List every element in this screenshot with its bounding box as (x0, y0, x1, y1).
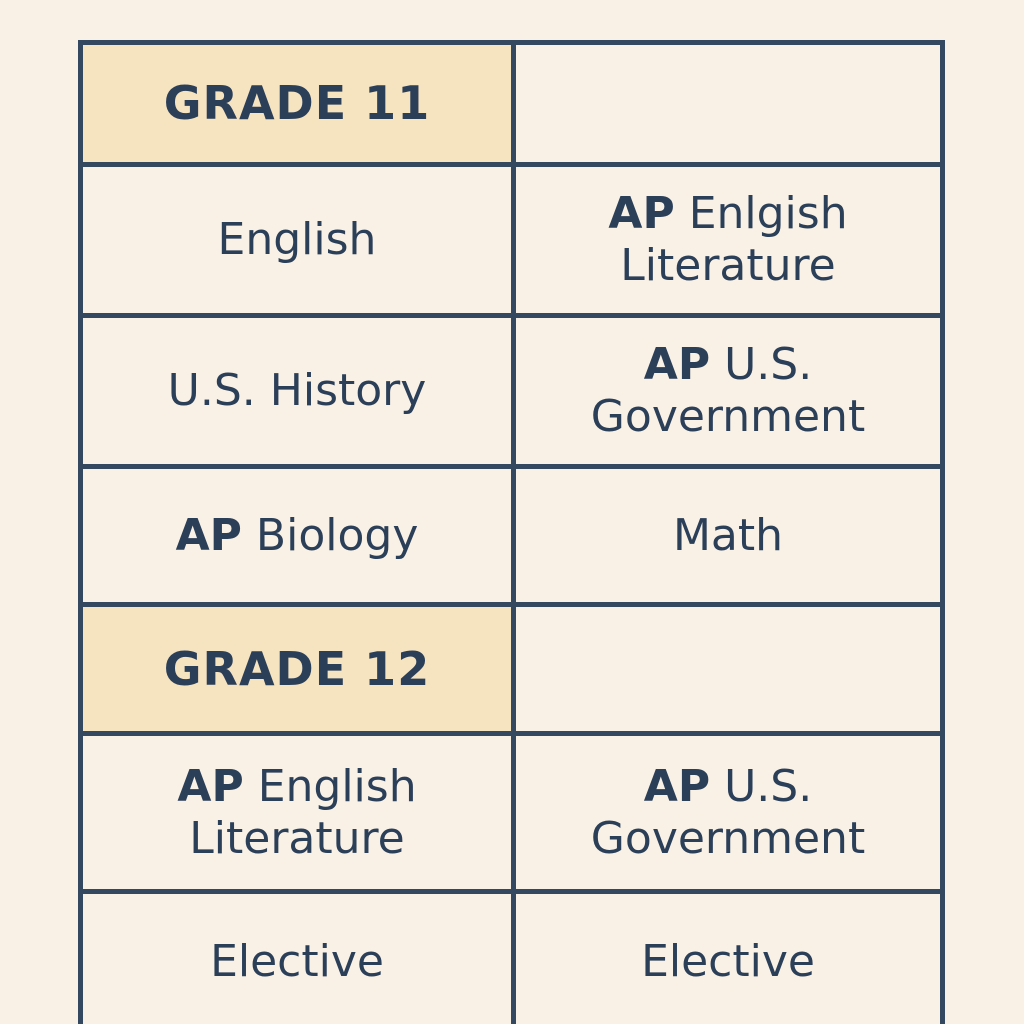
grade-12-header-cell (83, 607, 516, 736)
course-name: English (217, 214, 377, 266)
course-name-line-2: Literature (189, 812, 405, 864)
course-name: U.S. (724, 339, 813, 391)
table-row (83, 736, 940, 894)
grade-11-label: GRADE 11 (163, 76, 431, 131)
course-name-line-1 (644, 761, 812, 813)
course-cell (516, 469, 940, 607)
course-name: Elective (210, 935, 384, 987)
ap-prefix: AP (608, 188, 675, 240)
course-name-line-2: Literature (620, 240, 836, 291)
table-row (83, 318, 940, 469)
ap-prefix: AP (643, 339, 711, 391)
course-name: U.S. History (167, 365, 427, 417)
course-name-line-2: Government (590, 812, 866, 864)
grade-11-header-cell (83, 45, 516, 167)
course-name: U.S. (724, 760, 813, 812)
course-table (78, 40, 945, 1024)
course-name: English (257, 760, 417, 812)
course-name-line-1 (177, 761, 416, 813)
course-name-line-1 (176, 510, 419, 562)
table-row (83, 894, 940, 1024)
course-name-line-1 (644, 339, 812, 391)
course-cell (516, 894, 940, 1024)
course-cell (516, 167, 940, 318)
grade-11-header-empty-cell (516, 45, 940, 167)
grade-12-label: GRADE 12 (163, 641, 431, 696)
table-row (83, 469, 940, 607)
course-cell (83, 736, 516, 894)
table-row (83, 167, 940, 318)
course-cell (83, 318, 516, 469)
course-cell (83, 469, 516, 607)
grade-12-header-empty-cell (516, 607, 940, 736)
course-name: Biology (255, 509, 419, 561)
ap-prefix: AP (177, 760, 244, 812)
course-name: Enlgish (688, 188, 848, 240)
course-cell (516, 736, 940, 894)
course-cell (83, 167, 516, 318)
ap-prefix: AP (643, 760, 711, 812)
grade-12-header-row (83, 607, 940, 736)
course-name: Elective (641, 935, 815, 987)
course-cell (516, 318, 940, 469)
ap-prefix: AP (175, 509, 242, 561)
course-cell (83, 894, 516, 1024)
course-name-line-2: Government (590, 391, 866, 442)
grade-11-header-row (83, 45, 940, 167)
course-name: Math (672, 509, 784, 561)
course-name-line-1 (608, 188, 847, 240)
